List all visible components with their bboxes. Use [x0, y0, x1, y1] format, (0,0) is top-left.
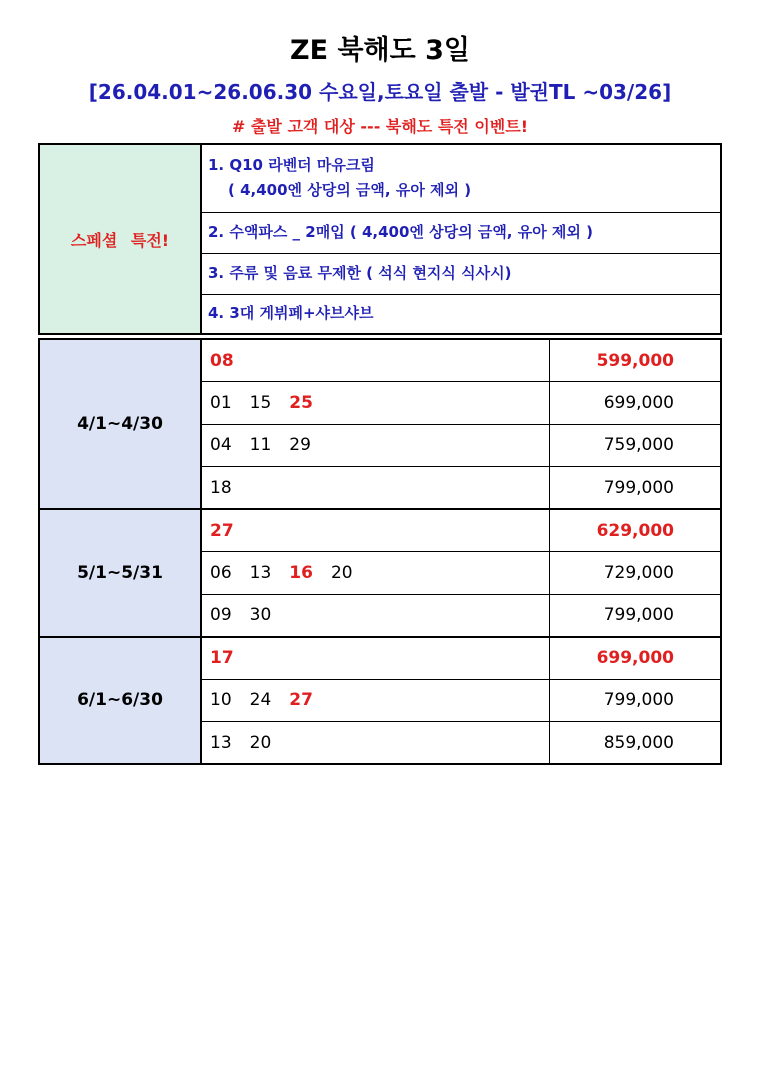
- benefit-item: 2. 수액파스 _ 2매입 ( 4,400엔 상당의 금액, 유아 제외 ): [201, 212, 721, 253]
- table-row: [39, 637, 721, 680]
- tour-price: 759,000: [549, 424, 721, 467]
- departure-dates: [201, 552, 549, 595]
- departure-date: 11: [249, 435, 272, 456]
- departure-dates: [201, 679, 549, 722]
- tour-price: 799,000: [549, 679, 721, 722]
- departure-dates: [201, 722, 549, 765]
- departure-dates: [201, 424, 549, 467]
- departure-date: 20: [249, 732, 272, 753]
- price-table: [38, 338, 722, 765]
- tour-price: 799,000: [549, 594, 721, 637]
- departure-date: 01: [210, 392, 232, 413]
- tour-price: 799,000: [549, 467, 721, 510]
- benefit-item: 3. 주류 및 음료 무제한 ( 석식 현지식 식사시): [201, 253, 721, 294]
- departure-date: 13: [249, 562, 272, 583]
- table-row: [39, 509, 721, 552]
- tour-price: 599,000: [549, 339, 721, 382]
- table-row: [39, 339, 721, 382]
- departure-date: 18: [210, 477, 232, 498]
- tour-price: 859,000: [549, 722, 721, 765]
- departure-date: 04: [210, 435, 232, 456]
- departure-date: 08: [210, 350, 234, 371]
- special-benefits-table: [38, 143, 722, 335]
- departure-date: 17: [210, 648, 234, 668]
- period-label: 4/1~4/30: [39, 339, 201, 509]
- price-group: [39, 637, 721, 765]
- departure-date: 09: [210, 605, 232, 625]
- departure-dates: [201, 382, 549, 425]
- departure-dates: [201, 509, 549, 552]
- departure-date: 15: [249, 392, 272, 413]
- departure-dates: [201, 594, 549, 637]
- departure-date: 27: [210, 520, 234, 541]
- departure-date: 30: [249, 605, 272, 625]
- departure-date: 29: [289, 435, 311, 456]
- departure-date: 20: [330, 562, 353, 583]
- departure-dates: [201, 637, 549, 680]
- price-group: [39, 509, 721, 637]
- departure-date: 16: [289, 562, 313, 583]
- departure-date: 13: [210, 732, 232, 753]
- tour-price: 699,000: [549, 382, 721, 425]
- special-benefits-label: 스페셜 특전!: [39, 144, 201, 334]
- period-subtitle: [26.04.01~26.06.30 수요일,토요일 출발 - 발권TL ~03/26]: [88, 80, 672, 104]
- event-notice: # 출발 고객 대상 --- 북해도 특전 이벤트!: [231, 117, 528, 136]
- tour-price: 729,000: [549, 552, 721, 595]
- tour-price: 699,000: [549, 637, 721, 680]
- benefit-item-line: ( 4,400엔 상당의 금액, 유아 제외 ): [228, 181, 472, 200]
- departure-date: 24: [249, 690, 272, 711]
- period-label: 6/1~6/30: [39, 637, 201, 765]
- departure-date: 10: [210, 690, 232, 711]
- departure-date: 27: [289, 690, 313, 711]
- period-label: 5/1~5/31: [39, 509, 201, 637]
- benefit-item: [201, 144, 721, 212]
- departure-date: 06: [210, 562, 232, 583]
- departure-dates: [201, 339, 549, 382]
- departure-date: 25: [289, 392, 313, 413]
- departure-dates: [201, 467, 549, 510]
- page-title: ZE 북해도 3일: [290, 35, 470, 66]
- tour-price: 629,000: [549, 509, 721, 552]
- benefit-item-line: 1. Q10 라벤더 마유크림: [208, 156, 375, 175]
- price-group: [39, 339, 721, 509]
- benefit-item: 4. 3대 게뷔페+샤브샤브: [201, 294, 721, 334]
